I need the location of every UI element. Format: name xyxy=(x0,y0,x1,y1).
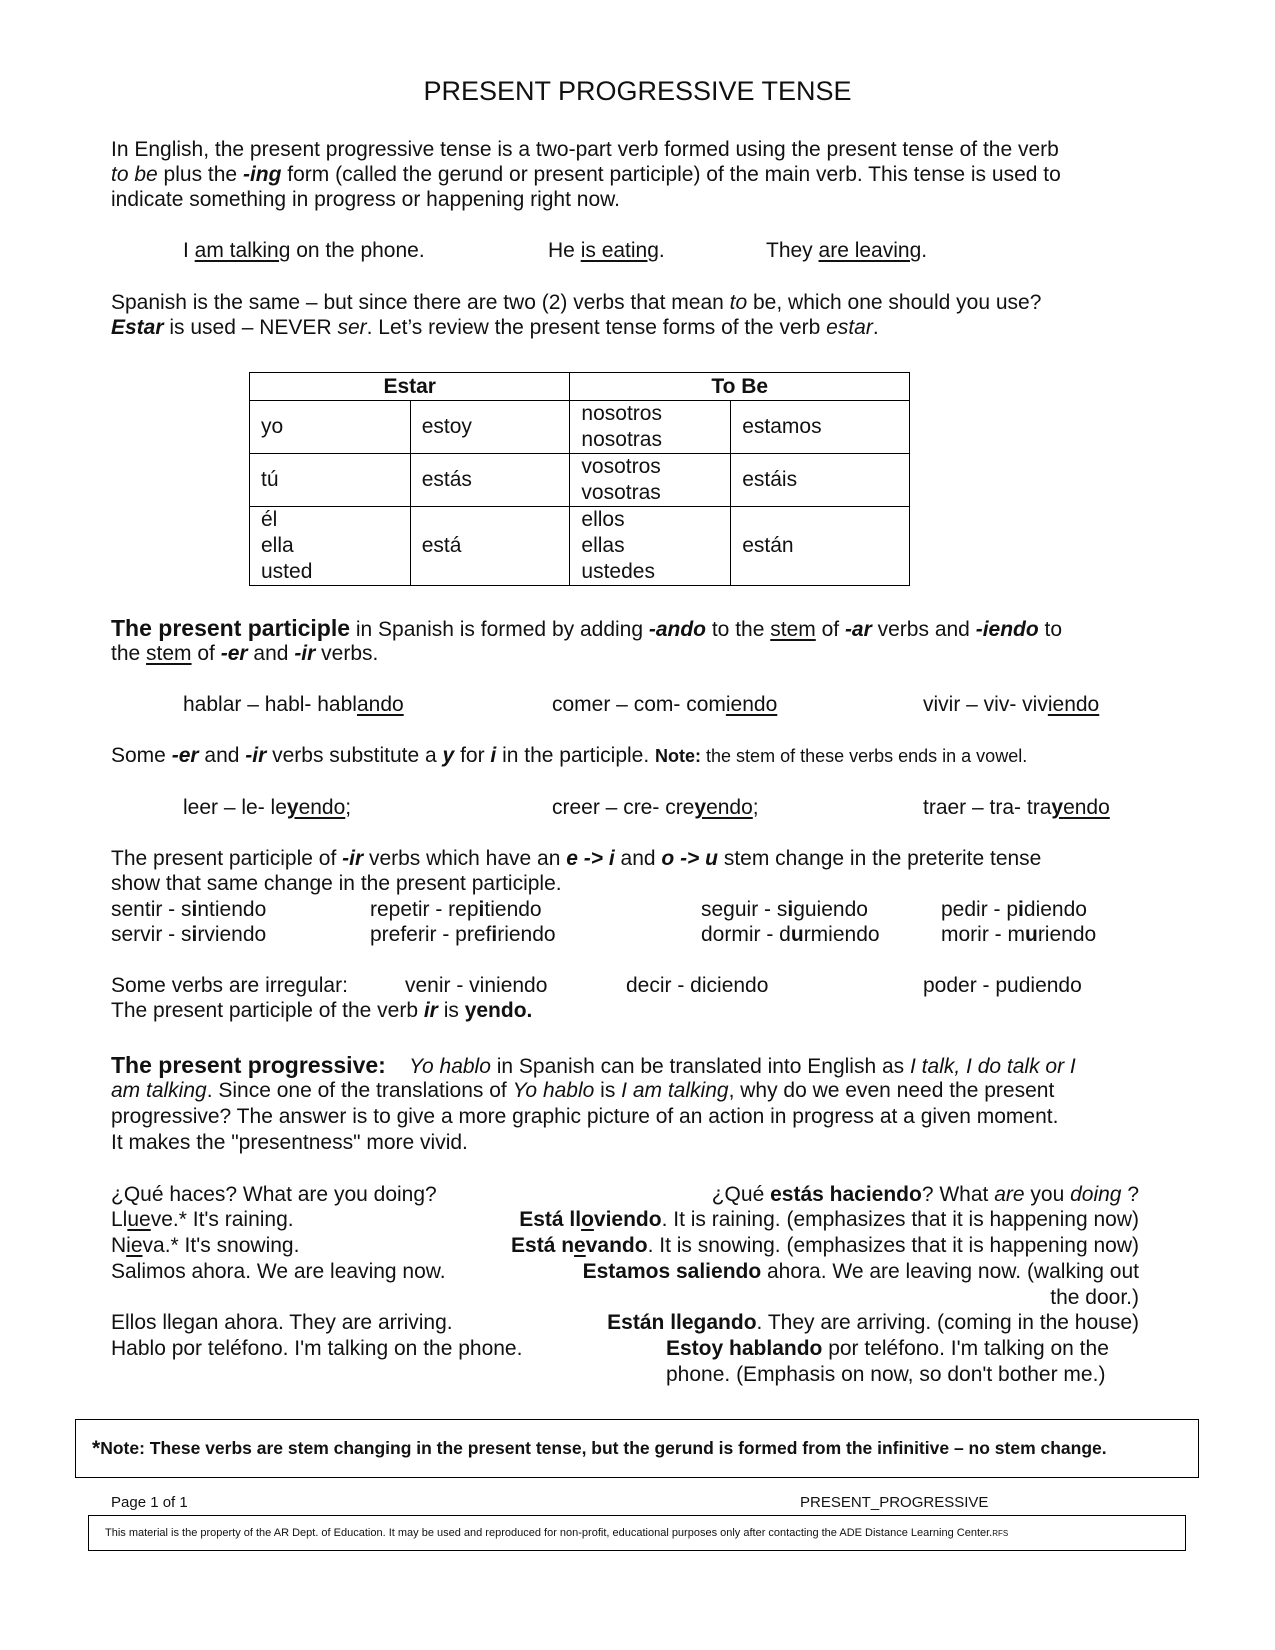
spanish-intro-line-1: Spanish is the same – but since there are two (2) verbs that mean to be, which one should you use? xyxy=(111,291,1042,314)
stem-verb-seguir: seguir - siguiendo xyxy=(701,898,868,921)
irregular-label: Some verbs are irregular: xyxy=(111,974,348,997)
irregular-poder: poder - pudiendo xyxy=(923,974,1082,997)
stem-verb-servir: servir - sirviendo xyxy=(111,923,267,946)
stem-verb-morir: morir - muriendo xyxy=(941,923,1097,946)
y-example-traer: traer – tra- trayendo xyxy=(923,796,1110,819)
y-example-leer: leer – le- leyendo; xyxy=(183,796,352,819)
progressive-line-3: progressive? The answer is to give a more graphic picture of an action in progress at a given moment. xyxy=(111,1105,1059,1128)
english-example-3: They are leaving. xyxy=(766,239,928,262)
irregular-decir: decir - diciendo xyxy=(626,974,769,997)
form-plural: están xyxy=(731,507,910,586)
participle-example-ir: vivir – viv- viviendo xyxy=(923,693,1100,716)
page-title: PRESENT PROGRESSIVE TENSE xyxy=(423,76,852,106)
progressive-line-4: It makes the "presentness" more vivid. xyxy=(111,1131,468,1154)
table-row xyxy=(250,454,910,507)
table-header-to-be: To Be xyxy=(570,373,910,401)
intro-line-1: In English, the present progressive tense is a two-part verb formed using the present tense of the verb xyxy=(111,138,1059,161)
participle-example-ar: hablar – habl- hablando xyxy=(183,693,404,716)
progressive-heading: The present progressive: xyxy=(111,1052,386,1078)
stem-change-line-2: show that same change in the present participle. xyxy=(111,872,562,895)
form-singular: está xyxy=(410,507,570,586)
stem-verb-pedir: pedir - pidiendo xyxy=(941,898,1087,921)
pair-question-right: ¿Qué estás haciendo? What are you doing ? xyxy=(711,1183,1139,1206)
stem-verb-dormir: dormir - durmiendo xyxy=(701,923,880,946)
participle-line-1: The present participle in Spanish is formed by adding -ando to the stem of -ar verbs and -iendo to xyxy=(111,615,1063,641)
pronoun-singular: tú xyxy=(250,454,411,507)
pair-3-right: Estamos saliendo ahora. We are leaving now. (walking out the door.) xyxy=(582,1260,1139,1309)
pronoun-singular: él ella usted xyxy=(250,507,411,586)
stem-change-note-box: * Note: These verbs are stem changing in the present tense, but the gerund is formed from the infinitive – no stem change. xyxy=(75,1419,1199,1478)
table-header-row xyxy=(250,373,910,401)
english-example-2: He is eating. xyxy=(548,239,665,262)
table-row xyxy=(250,507,910,586)
pair-4-right: Están llegando. They are arriving. (coming in the house) xyxy=(607,1311,1139,1334)
footer-filename: PRESENT_PROGRESSIVE xyxy=(800,1494,989,1511)
pair-1-right: Está lloviendo. It is raining. (emphasizes that it is happening now) xyxy=(519,1208,1139,1231)
pair-3-left: Salimos ahora. We are leaving now. xyxy=(111,1260,446,1283)
y-substitution-line: Some -er and -ir verbs substitute a y for i in the participle. Note: the stem of these verbs ends in a vowel. xyxy=(111,744,1028,767)
footer-copyright-notice: This material is the property of the AR Dept. of Education. It may be used and reproduced for non-profit, educational purposes only after contacting the ADE Distance Learning Center. RFS xyxy=(88,1515,1186,1551)
table-header-estar: Estar xyxy=(250,373,570,401)
form-plural: estáis xyxy=(731,454,910,507)
stem-verb-sentir: sentir - sintiendo xyxy=(111,898,267,921)
pair-1-left: Llueve.* It's raining. xyxy=(111,1208,294,1231)
table-row xyxy=(250,401,910,454)
pair-2-right: Está nevando. It is snowing. (emphasizes that it is happening now) xyxy=(511,1234,1139,1257)
y-example-creer: creer – cre- creyendo; xyxy=(552,796,759,819)
progressive-line-2: am talking. Since one of the translations of Yo hablo is I am talking, why do we even need the present xyxy=(111,1079,1055,1102)
pair-5-right: Estoy hablando por teléfono. I'm talking on the phone. (Emphasis on now, so don't bother me.) xyxy=(666,1337,1109,1386)
english-example-1: I am talking on the phone. xyxy=(183,239,425,262)
pronoun-singular: yo xyxy=(250,401,411,454)
pair-question-left: ¿Qué haces? What are you doing? xyxy=(111,1183,437,1206)
stem-verb-preferir: preferir - prefiriendo xyxy=(370,923,556,946)
stem-verb-repetir: repetir - repitiendo xyxy=(370,898,542,921)
form-plural: estamos xyxy=(731,401,910,454)
spanish-intro-line-2: Estar is used – NEVER ser. Let’s review the present tense forms of the verb estar. xyxy=(111,316,879,339)
pair-2-left: Nieva.* It's snowing. xyxy=(111,1234,300,1257)
stem-change-line-1: The present participle of -ir verbs which have an e -> i and o -> u stem change in the preterite tense xyxy=(111,847,1042,870)
pronoun-plural: vosotros vosotras xyxy=(570,454,731,507)
intro-line-3: indicate something in progress or happening right now. xyxy=(111,188,620,211)
form-singular: estoy xyxy=(410,401,570,454)
estar-conjugation-table xyxy=(249,372,910,586)
participle-line-2: the stem of -er and -ir verbs. xyxy=(111,642,379,665)
irregular-venir: venir - viniendo xyxy=(405,974,548,997)
participle-example-er: comer – com- comiendo xyxy=(552,693,778,716)
pronoun-plural: nosotros nosotras xyxy=(570,401,731,454)
irregular-ir-line: The present participle of the verb ir is yendo. xyxy=(111,999,533,1022)
progressive-line-1: The present progressive: Yo hablo in Spanish can be translated into English as I talk, I do talk or I xyxy=(111,1052,1076,1078)
intro-line-2: to be plus the -ing form (called the gerund or present participle) of the main verb. This tense is used to xyxy=(111,163,1061,186)
pronoun-plural: ellos ellas ustedes xyxy=(570,507,731,586)
participle-heading: The present participle xyxy=(111,615,351,641)
pair-4-left: Ellos llegan ahora. They are arriving. xyxy=(111,1311,453,1334)
form-singular: estás xyxy=(410,454,570,507)
footer-page-number: Page 1 of 1 xyxy=(111,1494,188,1511)
pair-5-left: Hablo por teléfono. I'm talking on the phone. xyxy=(111,1337,523,1360)
